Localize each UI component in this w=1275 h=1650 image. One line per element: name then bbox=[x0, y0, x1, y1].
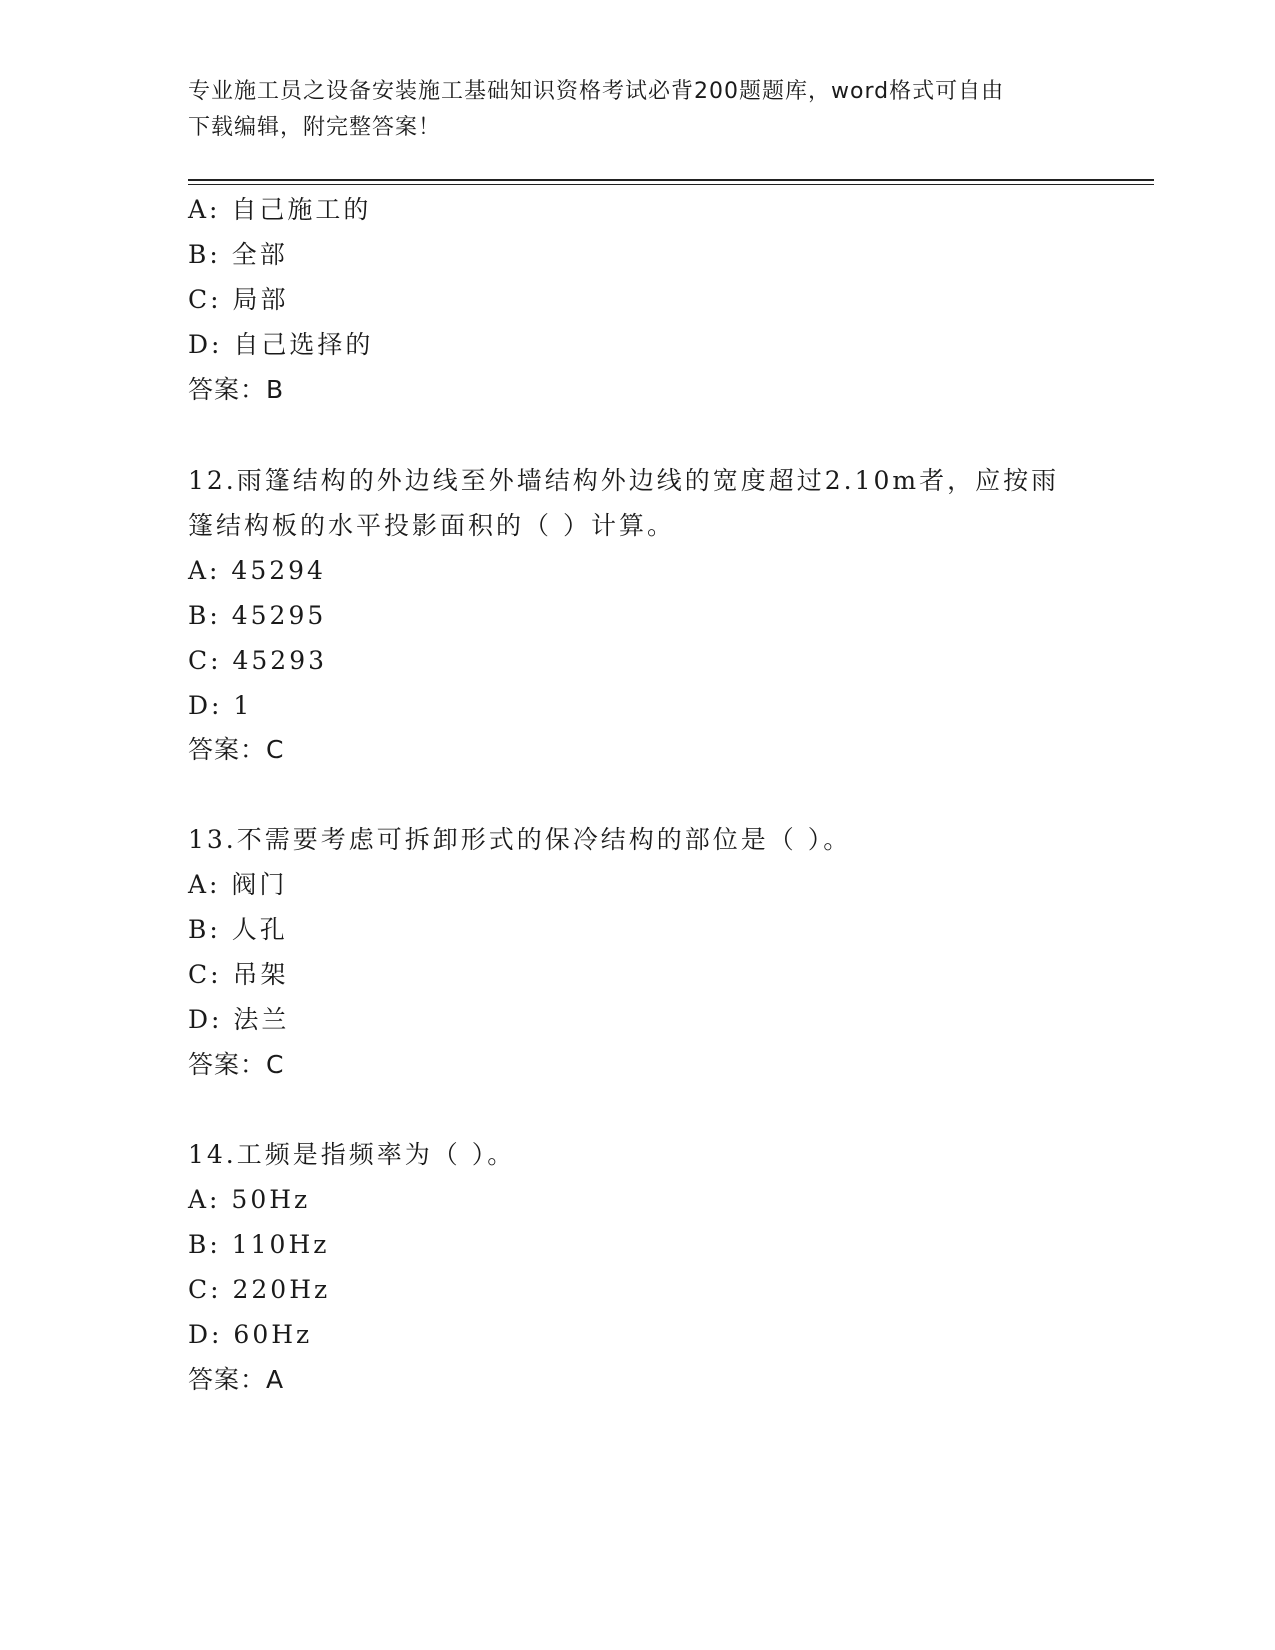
q12-option-b: B: 45295 bbox=[188, 601, 327, 630]
header-divider-thin bbox=[188, 184, 1154, 185]
q11-option-d: D: 自己选择的 bbox=[188, 330, 374, 359]
q13-option-c: C: 吊架 bbox=[188, 960, 289, 989]
q13-option-a: A: 阀门 bbox=[188, 870, 288, 899]
q12-stem-line-1: 12.雨篷结构的外边线至外墙结构外边线的宽度超过2.10m者，应按雨 bbox=[188, 466, 1060, 495]
q12-stem-line-2: 篷结构板的水平投影面积的（ ）计算。 bbox=[188, 511, 675, 540]
q11-answer: 答案：B bbox=[188, 375, 285, 404]
q12-option-d: D: 1 bbox=[188, 691, 253, 720]
q14-answer: 答案：A bbox=[188, 1365, 285, 1394]
q12-option-a: A: 45294 bbox=[188, 556, 326, 585]
q13-answer: 答案：C bbox=[188, 1050, 285, 1079]
header-divider-thick bbox=[188, 179, 1154, 181]
q13-option-b: B: 人孔 bbox=[188, 915, 288, 944]
q11-option-a: A: 自己施工的 bbox=[188, 195, 372, 224]
q14-stem: 14.工频是指频率为（ ）。 bbox=[188, 1140, 516, 1169]
q11-option-b: B: 全部 bbox=[188, 240, 288, 269]
q13-option-d: D: 法兰 bbox=[188, 1005, 290, 1034]
document-header bbox=[188, 74, 1088, 146]
q14-option-b: B: 110Hz bbox=[188, 1230, 330, 1259]
header-line-1: 专业施工员之设备安装施工基础知识资格考试必背200题题库，word格式可自由 bbox=[188, 79, 1005, 104]
q13-stem: 13.不需要考虑可拆卸形式的保冷结构的部位是（ ）。 bbox=[188, 825, 852, 854]
q12-answer: 答案：C bbox=[188, 735, 285, 764]
q14-option-a: A: 50Hz bbox=[188, 1185, 311, 1214]
q14-option-c: C: 220Hz bbox=[188, 1275, 331, 1304]
q14-option-d: D: 60Hz bbox=[188, 1320, 313, 1349]
q11-option-c: C: 局部 bbox=[188, 285, 289, 314]
q12-option-c: C: 45293 bbox=[188, 646, 328, 675]
header-line-2: 下载编辑，附完整答案！ bbox=[188, 115, 442, 140]
